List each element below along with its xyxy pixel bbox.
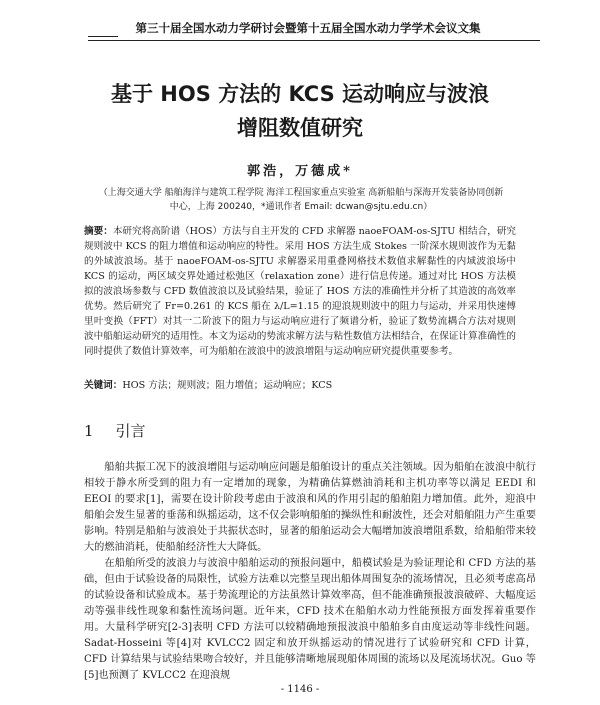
page-number: - 1146 - <box>280 684 320 695</box>
paragraph: 船舶共振工况下的波浪增阻与运动响应问题是船舶设计的重点关注领域。因为船舶在波浪中航行相较于静水所受到的阻力有一定增加的现象，为精确估算燃油消耗和主机功率等以满足 EEDI 和 EEOI 的要求[1]，需要在设计阶段考虑由于波浪和风的作用引起的船舶阻力增加值。此外，迎浪中船舶会发生显著的垂荡和纵摇运动，这不仅会影响船舶的操纵性和耐波性，还会对船舶阻力产生重要影响。特别是船舶与波浪处于共振状态时，显著的船舶运动会大幅增加波浪增阻系数，给船舶带来较大的燃油消耗，使船舶经济性大大降低。 <box>84 462 536 553</box>
paper-title-line2: 增阻数值研究 <box>237 116 363 140</box>
keywords <box>84 377 516 391</box>
running-header: 第三十届全国水动力学研讨会暨第十五届全国水动力学学术会议文集 <box>135 21 481 35</box>
header-rule <box>88 40 540 41</box>
keywords-label: 关键词： <box>84 380 123 391</box>
keywords-text: HOS 方法；规则波；阻力增值；运动响应；KCS <box>122 380 333 391</box>
section-number: 1 <box>84 422 94 440</box>
abstract-label: 摘要： <box>84 226 113 237</box>
abstract-text: 本研究将高阶谱（HOS）方法与自主开发的 CFD 求解器 naoeFOAM-os-SJTU 相结合，研究规则波中 KCS 的阻力增值和运动响应的特性。采用 HOS 方法生成 Stokes 一阶深水规则波作为无黏的外域波浪场。基于 naoeFOAM-os-SJTU 求解器采用重叠网格技术数值求解黏性的内域波浪场中 KCS 的运动，两区域交界处通过松弛区（relaxation zone）进行信息传递。通过对比 HOS 方法模拟的波浪场参数与 CFD 数值波浪以及试验结果，验证了 HOS 方法的准确性并分析了其造波的高效率优势。然后研究了 Fr=0.261 的 KCS 船在 λ/L=1.15 的迎浪规则波中的阻力与运动，并采用快速傅里叶变换（FFT）对其一二阶波下的阻力与运动响应进行了频谱分析，验证了数势流耦合方法对规则波中船舶运动研究的适用性。本文为运动的势流求解方法与粘性数值方法相结合，在保证计算准确性的同时提供了数值计算效率，可为船舶在波浪中的波浪增阻与运动响应研究提供重要参考。 <box>84 226 517 357</box>
header-dash <box>88 36 118 37</box>
paragraph: 在船舶所受的波浪力与波浪中船舶运动的预报问题中，船模试验是为验证理论和 CFD 方法的基础，但由于试验设备的局限性，试验方法难以完整呈现出船体周围复杂的流场情况，且必须考虑高昂的试验设备和试验成本。基于势流理论的方法虽然计算效率高，但不能准确预报波浪破碎、大幅度运动等强非线性现象和黏性流场问题。近年来，CFD 技术在船舶水动力性能预报方面发挥着重要作用。大量科学研究[2-3]表明 CFD 方法可以较精确地预报波浪中船舶多自由度运动等非线性问题。Sadat-Hosseini 等[4]对 KVLCC2 固定和放开纵摇运动的情况进行了试验研究和 CFD 计算，CFD 计算结果与试验结果吻合较好，并且能够清晰地展现船体周围的流场以及尾流场状况。Guo 等[5]也预测了 KVLCC2 在迎浪规 <box>84 558 536 681</box>
body-text <box>84 460 536 684</box>
abstract <box>84 224 516 359</box>
affiliation: （上海交通大学 船舶海洋与建筑工程学院 海洋工程国家重点实验室 高新船舶与深海开发装备协同创新中心，上海 200240，*通讯作者 Email: dcwan@sjtu.edu.cn） <box>98 188 504 212</box>
section-heading <box>84 420 146 441</box>
section-title: 引言 <box>115 422 146 440</box>
authors: 郭浩，万德成* <box>247 164 353 179</box>
paper-title-line1: 基于 HOS 方法的 KCS 运动响应与波浪 <box>110 82 490 106</box>
